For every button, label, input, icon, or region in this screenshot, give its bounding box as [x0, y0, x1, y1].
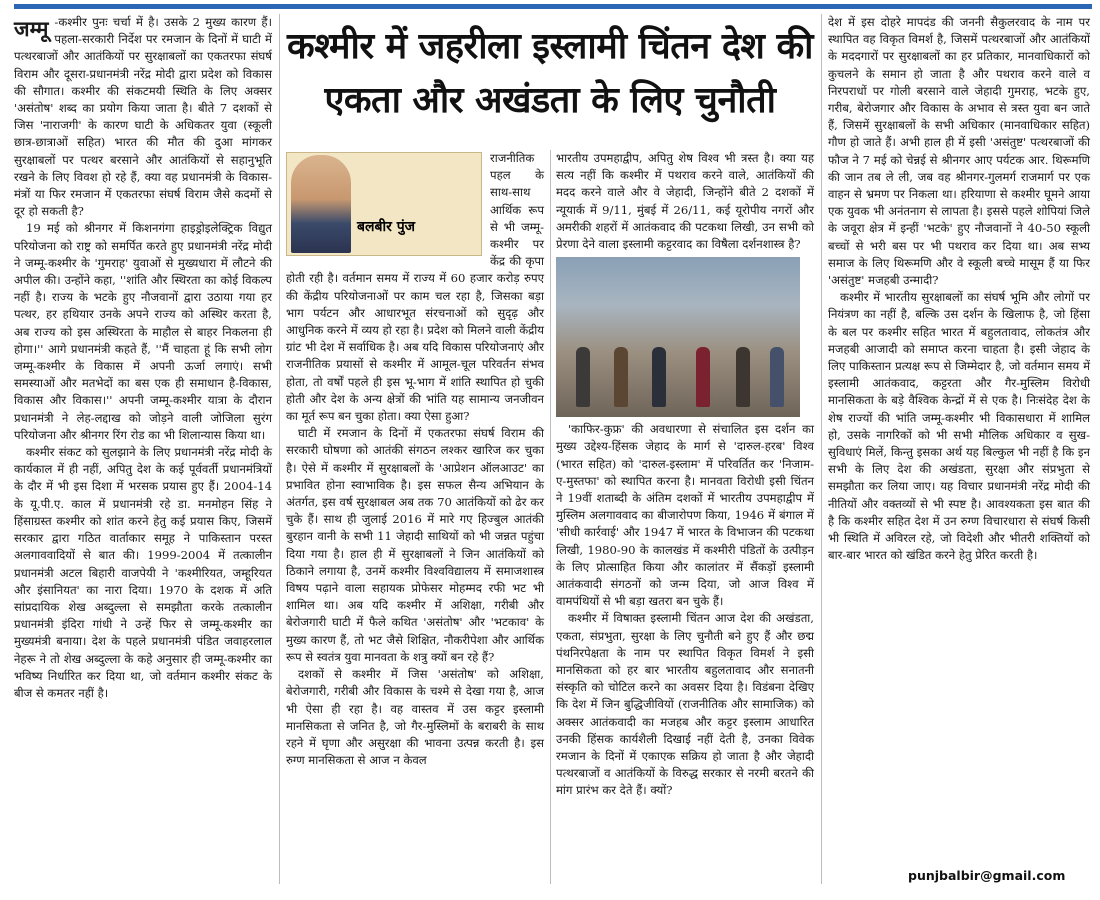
paragraph: दशकों से कश्मीर में जिस 'असंतोष' को अशिक्षा, बेरोजगारी, गरीबी और विकास के चश्मे से देखा गया है, आज भी ऐसा ही रहा है। वह वास्तव में उस कट्टर इस्लामी मानसिकता से जनित है, जो गैर-मुस्लिमों के बराबरी के साथ रहने में घृणा और असुरक्षा की भावना उत्पन्न करती है। इस रुग्ण मानसिकता से आज न केवल	[286, 667, 544, 768]
paragraph: घाटी में रमजान के दिनों में एकतरफा संघर्ष विराम की सरकारी घोषणा को आतंकी संगठन लश्कर खारिज कर चुका है। ऐसे में कश्मीर में सुरक्षाबलों के 'आप्रेशन ऑलआउट' का प्रभावित होना स्वाभाविक है। इस सफल सैन्य अभियान के अंतर्गत, इस वर्ष सुरक्षाबल अब तक 70 आतंकियों को ढेर कर चुके हैं। साथ ही जुलाई 2016 में मारे गए हिज्बुल आतंकी बुरहान वानी के सभी 11 जेहादी साथियों को भी जन्नत पहुंचा दिया गया है। हाल ही में सुरक्षाबलों ने जिन आतंकियों को ठिकाने लगाया है, उनमें कश्मीर विश्वविद्यालय में समाजशास्त्र विषय पढ़ाने वाला सहायक प्रोफेसर मोहम्मद रफी भट भी शामिल था। अब यदि कश्मीर में अशिक्षा, गरीबी और बेरोजगारी घाटी में फैले कथित 'असंतोष' और 'भटकाव' के मुख्य कारण हैं, तो भट जैसे शिक्षित, नौकरीपेशा और आर्थिक रूप से स्वतंत्र युवा मानवता के शत्रु क्यों बन रहे हैं?	[286, 426, 544, 664]
column-divider	[821, 14, 822, 884]
paragraph: कश्मीर में विषाक्त इस्लामी चिंतन आज देश की अखंडता, एकता, संप्रभुता, सुरक्षा के लिए चुनौती बने हुए हैं और छद्म पंथनिरपेक्षता के नाम पर स्थापित विकृत विमर्श ने इसी मानसिकता को हर बार भारतीय बहुलतावाद और सनातनी संस्कृति को चोटिल करने का अवसर दिया है। विडंबना देखिए कि देश में जिन बुद्धिजीवियों (राजनीतिक और सामाजिक) को अक्सर आतंकवादी का मजहब और कट्टर इस्लाम आधारित उनकी हिंसक कार्यशैली दिखाई नहीं देती है, उनका विवेक रमजान के दिनों में एकाएक सक्रिय हो जाता है और जेहादी पत्थरबाजों व आतंकियों के विरुद्ध सरकार से नरमी बरतने की मांग प्रारंभ कर देते हैं। क्यों?	[556, 611, 814, 798]
paragraph: भारतीय उपमहाद्वीप, अपितु शेष विश्व भी त्रस्त है। क्या यह सत्य नहीं कि कश्मीर में पथराव करने वाले, आतंकियों की मदद करने वाले और वे जेहादी, जिन्होंने बीते 2 दशकों में न्यूयार्क में 9/11, मुंबई में 26/11, कई यूरोपीय नगरों और अमरीकी शहरों में आतंकवाद की पटकथा लिखी, उन सभी को प्रेरणा देने वाला इस्लामी कट्टरवाद का विषैला दर्शनशास्त्र है?	[556, 151, 814, 252]
paragraph: 19 मई को श्रीनगर में किशनगंगा हाइड्रोइलेक्ट्रिक विद्युत परियोजना को राष्ट्र को समर्पित करते हुए प्रधानमंत्री नरेंद्र मोदी ने जम्मू-कश्मीर के 'गुमराह' युवाओं से मुख्यधारा में लौटने की अपील की। उन्होंने कहा, ''शांति और स्थिरता का कोई विकल्प नहीं है। राज्य के भटके हुए नौजवानों द्वारा उठाया गया हर पत्थर, हर हथियार उनके अपने राज्य को अस्थिर करता है, अब राज्य को इस अस्थिरता के माहौल से बाहर निकलना ही होगा।'' आगे प्रधानमंत्री कहते हैं, ''मैं चाहता हूं कि सभी लोग जम्मू-कश्मीर के विकास में अपनी ऊर्जा लगाएं। सभी समस्याओं और मतभेदों का बस एक ही समाधान है-विकास, विकास और विकास।'' अपनी जम्मू-कश्मीर यात्रा के दौरान प्रधानमंत्री ने लेह-लद्दाख को जोड़ने वाली जोजिला सुरंग परियोजना और श्रीनगर रिंग रोड का भी शिलान्यास किया था।	[14, 221, 272, 442]
author-email: punjbalbir@gmail.com	[908, 868, 1066, 883]
paragraph-text: 'काफिर-कुफ्र' की अवधारणा से संचालित इस दर्शन का मुख्य उद्देश्य-हिंसक जेहाद के मार्ग से 'दारुल-हरब' विश्व (भारत सहित) को 'दारुल-इस्लाम' में परिवर्तित कर 'निजाम-ए-मुस्तफा' को स्थापित करना है। मानवता विरोधी इसी चिंतन ने 19वीं शताब्दी के अंतिम दशकों में भारतीय उपमहाद्वीप में मुस्लिम अलगाववाद का बीजारोपण किया, 1946 में बंगाल में 'सीधी कार्रवाई' और 1947 में भारत के विभाजन की पटकथा लिखी, 1980-90 के कालखंड में कश्मीरी पंडितों के उत्पीड़न के लिए प्रोत्साहित किया और कालांतर में सैंकड़ों इस्लामी आतंकवादी संगठनों को जन्म दिया, जो आज विश्व में वामपंथियों से भी बड़ा खतरा बन चुके हैं।	[556, 422, 814, 609]
paragraph	[286, 150, 544, 425]
paragraph: देश में इस दोहरे मापदंड की जननी सैकुलरवाद के नाम पर स्थापित वह विकृत विमर्श है, जिसमें पत्थरबाजों और आतंकियों के मददगारों पर सुरक्षाबलों का हर प्रतिकार, मानवाधिकारों को कुचलने के समान हो जाता है और पथराव करने वाले व निरपराधों पर गोली बरसाने वाले जेहादी गुमराह, भटके हुए, गरीब, बेरोजगार और विकास के अभाव से त्रस्त युवा बन जाते हैं, जिसमें सुरक्षाबलों के सभी अधिकार (मानवाधिकार सहित) गौण हो जाते हैं। अभी हाल ही में इसी 'असंतुष्ट' पत्थरबाजों की फौज ने 7 मई को चेन्नई से श्रीनगर आए पर्यटक आर. थिरूमणि की जान तब ले ली, जब वह श्रीनगर-गुलमर्ग राजमार्ग पर एक वाहन से भ्रमण पर निकला था। हरियाणा से कश्मीर घूमने आया एक युवक भी अनंतनाग से लापता है। इससे पहले शोपियां जिले के जवूरा क्षेत्र में इन्हीं 'भटके' हुए नौजवानों ने 40-50 स्कूली बच्चों से भरी बस पर भी पथराव कर दिया था। अब सभ्य समाज के लिए थिरूमणि और वे स्कूली बच्चे मासूम हैं या फिर 'असंतुष्ट' मजहबी उन्मादी?	[828, 15, 1090, 288]
author-box	[286, 152, 482, 256]
author-portrait	[291, 155, 351, 253]
photo-figure	[770, 347, 784, 407]
author-name: बलबीर पुंज	[357, 219, 416, 235]
photo-figure	[576, 347, 590, 407]
column-divider	[279, 14, 280, 884]
paragraph-text: राजनीतिक पहल के साथ-साथ आर्थिक रूप से भी जम्मू-कश्मीर पर केंद्र की कृपा होती रही है। वर्तमान समय में राज्य में 60 हजार करोड़ रुपए की केंद्रीय परियोजनाओं पर काम चल रहा है, जिसका बड़ा भाग पर्यटन और आधारभूत संरचनाओं को सुदृढ़ और आधुनिक करने में व्यय हो रहा है। प्रदेश को मिलने वाली केंद्रीय ग्रांट भी देश में सर्वाधिक है। अब यदि विकास परियोजनाएं और राजनीतिक प्रयासों से कश्मीर में आमूल-चूल परिवर्तन संभव होता, तो वर्षों पहले ही इस भू-भाग में शांति स्थापित हो चुकी होती और देश के अन्य क्षेत्रों की भांति यह सामान्य जनजीवन का मूर्त रूप बन चुका होता। क्या ऐसा हुआ?	[286, 151, 544, 424]
article-column-2	[286, 150, 544, 769]
article-column-4	[828, 14, 1090, 565]
news-photo	[556, 257, 800, 417]
photo-figure	[614, 347, 628, 407]
paragraph: -कश्मीर पुनः चर्चा में है। उसके 2 मुख्य कारण हैं। पहला-सरकारी निर्देश पर रमजान के दिनों में घाटी में पत्थरबाजों और आतंकियों पर सुरक्षाबलों का एकतरफा संघर्ष विराम और दूसरा-प्रधानमंत्री नरेंद्र मोदी द्वारा प्रदेश को विकास की सौगात। कश्मीर की संकटमयी स्थिति के लिए अक्सर 'असंतोष' शब्द का प्रयोग किया जाता है। बीते 7 दशकों से जिस 'नाराजगी' के कारण घाटी के अधिकतर युवा (स्कूली छात्र-छात्राओं सहित) भारत की मौत की दुआ मांगकर सुरक्षाबलों पर पत्थर बरसाने और आतंकियों से सहानुभूति रखने के लिए विवश हो रहे हैं, क्या वह प्रधानमंत्री के विकास-मंत्रों या फिर रमजान में एकतरफा संघर्ष विराम जैसे कदमों से दूर हो सकती है?	[14, 15, 272, 219]
paragraph	[556, 253, 814, 610]
dateline: जम्मू	[14, 17, 49, 41]
paragraph: कश्मीर संकट को सुलझाने के लिए प्रधानमंत्री नरेंद्र मोदी के कार्यकाल में ही नहीं, अपितु देश के कई पूर्ववर्ती प्रधानमंत्रियों के दौर में भी इस दिशा में भरसक प्रयास हुए हैं। 2004-14 के यू.पी.ए. काल में प्रधानमंत्री रहे डा. मनमोहन सिंह ने हिंसाग्रस्त कश्मीर को शांत करने हेतु कई प्रयास किए, जिसमें सरकार द्वारा गठित वार्ताकार समूह ने पाकिस्तान परस्त अलगाववादियों से बात की। 1999-2004 में तत्कालीन प्रधानमंत्री अटल बिहारी वाजपेयी ने 'कश्मीरियत, जम्हूरियत और इंसानियत' का नारा दिया। 1970 के दशक में अति सांप्रदायिक शेख अब्दुल्ला से समझौता करके तत्कालीन प्रधानमंत्री इंदिरा गांधी ने उन्हें फिर से जम्मू-कश्मीर का मुख्यमंत्री बनाया। देश के पहले प्रधानमंत्री पंडित जवाहरलाल नेहरू ने तो शेख अब्दुल्ला के कहे अनुसार ही जम्मू-कश्मीर का भविष्य निर्धारित कर दिया था, जो वर्तमान कश्मीर संकट के बीज से कमतर नहीं है।	[14, 445, 272, 700]
top-color-bar	[14, 4, 1092, 9]
photo-figure	[696, 347, 710, 407]
article-column-1	[14, 14, 272, 702]
photo-figure	[736, 347, 750, 407]
photo-figure	[652, 347, 666, 407]
column-divider	[550, 150, 551, 884]
article-column-3	[556, 150, 814, 800]
headline: कश्मीर में जहरीला इस्लामी चिंतन देश की एकता और अखंडता के लिए चुनौती	[287, 26, 813, 121]
paragraph: कश्मीर में भारतीय सुरक्षाबलों का संघर्ष भूमि और लोगों पर नियंत्रण का नहीं है, बल्कि उस दर्शन के खिलाफ है, जो हिंसा के बल पर कश्मीर सहित भारत में बहुलतावाद, लोकतंत्र और मजहबी आजादी को समाप्त करना चाहता है। इसी जेहाद के लिए पाकिस्तान प्रत्यक्ष रूप से जिम्मेदार है, जो वर्तमान समय में इस्लामी आतंकवाद, कट्टरता और गैर-मुस्लिम विरोधी मानसिकता के बड़े वैश्विक केन्द्रों में से एक है। निःसंदेह देश के शेष राज्यों की भांति जम्मू-कश्मीर भी विकासधारा में शामिल हो, उसके नागरिकों को भी सभी मौलिक अधिकार व सुख-सुविधाएं मिलें, किन्तु इसका अर्थ यह बिल्कुल भी नहीं है कि इन सभी के लिए देश की अखंडता, सुरक्षा और संप्रभुता से समझौता कर लिया जाए। यह विचार प्रधानमंत्री नरेंद्र मोदी की नीतियों और वक्तव्यों से भी स्पष्ट है। आवश्यकता इस बात की है कि कश्मीर सहित देश में उन रुग्ण विचारधारा से संघर्ष किसी भी स्थिति में अविरल रहे, जो विदेशी और भीतरी शक्तियों को बार-बार भारत को खंडित करने हेतु प्रेरित करती है।	[828, 290, 1090, 563]
